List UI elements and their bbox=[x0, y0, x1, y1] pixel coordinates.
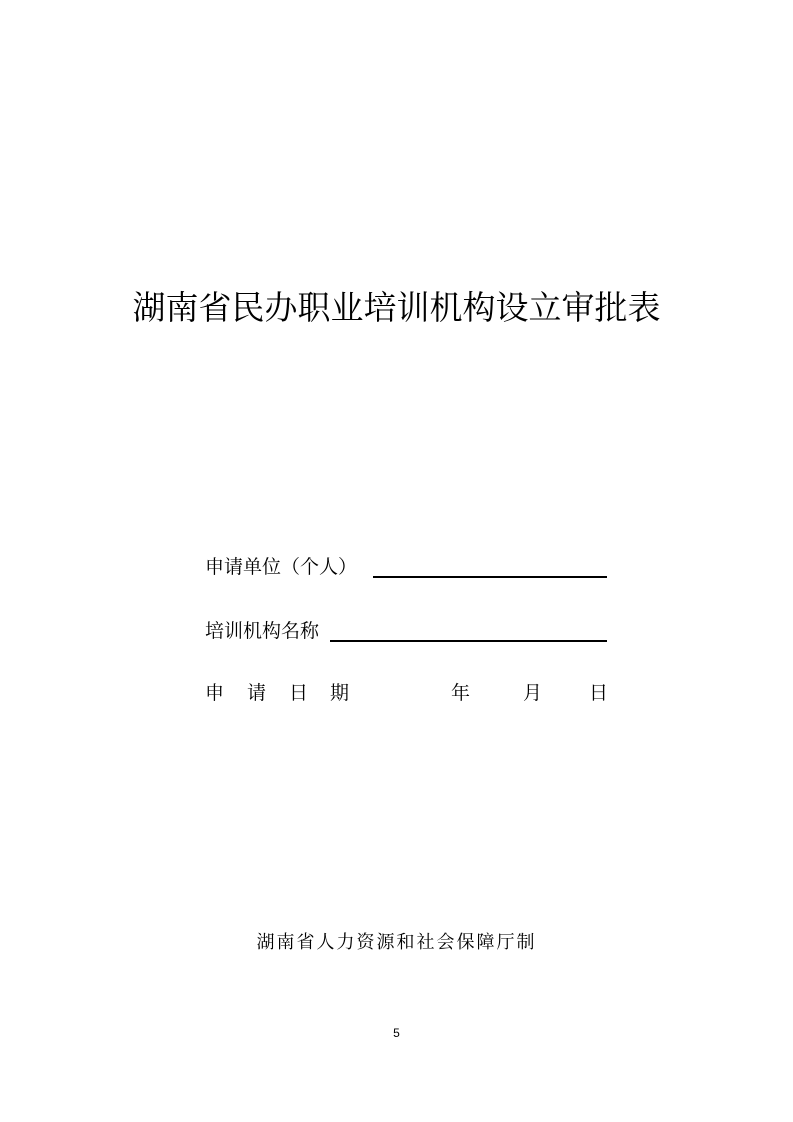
issuing-organization: 湖南省人力资源和社会保障厅制 bbox=[256, 932, 537, 953]
applicant-field-line[interactable] bbox=[373, 576, 607, 578]
date-year-label: 年 bbox=[451, 682, 471, 704]
page-number: 5 bbox=[393, 1026, 400, 1040]
applicant-label: 申请单位（个人） bbox=[205, 556, 358, 578]
date-label-char: 日 bbox=[289, 682, 309, 704]
date-label-char: 请 bbox=[247, 682, 267, 704]
date-label-char: 期 bbox=[330, 682, 350, 704]
date-label-char: 申 bbox=[205, 682, 225, 704]
document-title: 湖南省民办职业培训机构设立审批表 bbox=[132, 288, 661, 327]
application-date-row bbox=[205, 679, 610, 707]
date-month-label: 月 bbox=[523, 682, 543, 704]
institution-label: 培训机构名称 bbox=[205, 620, 320, 642]
institution-row bbox=[205, 617, 610, 645]
institution-field-line[interactable] bbox=[330, 640, 607, 642]
date-day-label: 日 bbox=[589, 682, 609, 704]
applicant-row bbox=[205, 553, 610, 581]
